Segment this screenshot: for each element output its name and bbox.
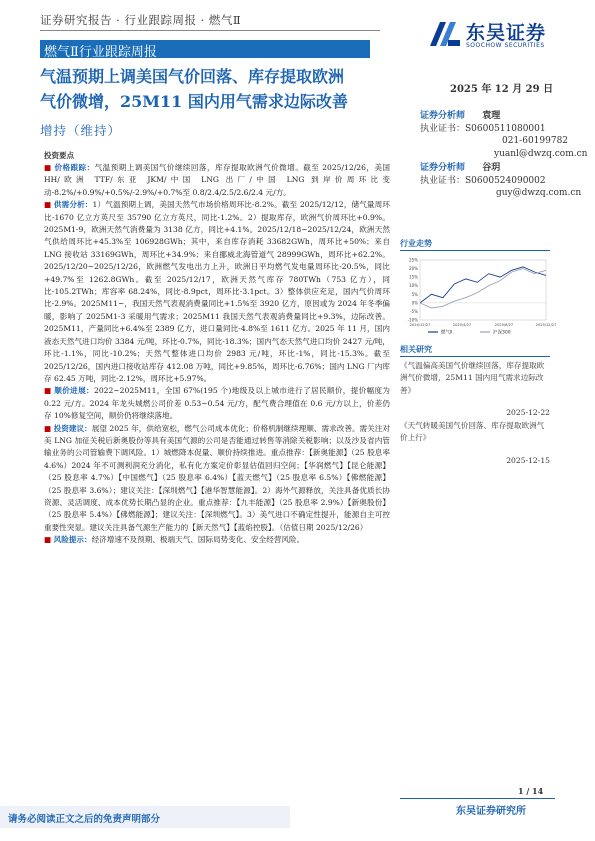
logo-mark-icon (428, 18, 462, 48)
analyst-cert: 执业证书：S0600511080001 (420, 123, 546, 134)
logo-text-cn: 东吴证券 (466, 22, 547, 44)
report-title (40, 64, 430, 114)
industry-trend-chart (400, 256, 557, 340)
y-tick-label: 10% (409, 283, 418, 289)
summary-item (44, 162, 390, 199)
summary-item-text: 2022~2025M11，全国 67%(195 个)地级及以上城市进行了居民顺价，提价幅度为 0.22 元/方。2024 年龙头城燃公司价差 0.53~0.54 元/方，配气费合理值在 0.6 元/方以上，价差仍存 10%修复空间，顺价仍将继续落地。 (44, 386, 391, 421)
related-divider (400, 356, 550, 357)
analyst-cert: 执业证书：S0600524090002 (420, 175, 546, 186)
related-item[interactable] (400, 360, 550, 420)
bullet-icon: ■ (44, 423, 52, 433)
series-line (420, 269, 546, 308)
analyst-card (420, 110, 587, 160)
related-item[interactable] (400, 420, 550, 467)
disclaimer-banner (0, 806, 290, 828)
trend-heading: 行业走势 (400, 238, 432, 248)
x-tick-label: 2025/8/27 (494, 323, 514, 327)
summary-item-head: 供需分析： (53, 200, 93, 210)
report-title-line1: 气温预期上调美国气价回落、库存提取欧洲 (40, 67, 345, 86)
disclaimer-text[interactable]: 请务必阅读正文之后的免责声明部分 (8, 814, 161, 825)
x-tick-label: 2025/12/27 (535, 323, 557, 327)
footer-firm: 东吴证券研究所 (456, 806, 526, 817)
summary-item (44, 199, 390, 385)
report-title-line2: 气价微增，25M11 国内用气需求边际改善 (40, 92, 348, 111)
analyst-card (420, 162, 581, 200)
related-item-date: 2025-12-22 (506, 408, 550, 418)
breadcrumb: 证券研究报告 · 行业跟踪周报 · 燃气Ⅱ (40, 13, 242, 27)
bullet-icon: ■ (44, 163, 52, 172)
summary-heading: 投资要点 (44, 151, 74, 160)
page-number: 1 / 14 (518, 786, 544, 796)
summary-item-head: 风险提示： (53, 535, 92, 545)
sector-banner-text: 燃气Ⅱ行业跟踪周报 (44, 45, 157, 60)
summary-item (44, 385, 390, 422)
bullet-icon: ■ (44, 200, 52, 210)
y-tick-label: 15% (409, 274, 418, 280)
y-tick-label: -5% (410, 308, 418, 314)
summary-item-head: 投资建议： (53, 423, 92, 433)
y-tick-label: 20% (409, 266, 418, 272)
analyst-phone: 021-60199782 (502, 136, 569, 146)
analyst-email[interactable]: yuanl@dwzq.com.cn (494, 148, 588, 159)
y-tick-label: 5% (411, 291, 418, 297)
summary-item-head: 价格跟踪： (54, 163, 95, 172)
y-tick-label: 0% (411, 300, 418, 306)
sector-banner (40, 40, 370, 58)
legend-label: 沪深300 (493, 330, 511, 336)
footer-divider (400, 798, 555, 799)
legend-label: 燃气Ⅱ (441, 330, 453, 336)
related-heading: 相关研究 (400, 344, 432, 354)
x-tick-label: 2024/12/27 (409, 323, 431, 327)
bullet-icon: ■ (44, 535, 52, 545)
header-divider (40, 30, 380, 31)
bullet-icon: ■ (44, 386, 52, 396)
rating: 增持（维持） (40, 123, 122, 138)
analyst-name: 谷玥 (482, 163, 501, 173)
summary-item-text: 气温预期上调美国气价继续回落，库存提取欧洲气价微增。截至 2025/12/26，美国 HH/欧洲 TTF/东亚 JKM/中国 LNG 出厂/中国 LNG 到岸价周环比变动-8.2%/+0.9%/+0.5%/-2.9%/+0.7%至 0.8/2.4/2.5/2.6/2.4 元/方。 (44, 163, 391, 197)
summary-item-head: 顺价进展： (54, 386, 94, 396)
y-tick-label: -10% (407, 317, 418, 323)
company-logo (428, 18, 558, 56)
analyst-name: 袁理 (482, 111, 501, 121)
summary-item (44, 534, 390, 546)
summary-item-text: 1）气温预期上调，美国天然气市场价格周环比-8.2%。截至 2025/12/12，储气量周环比-1670 亿立方英尺至 35790 亿立方英尺，同比-1.2%。2）提取库存，欧洲气价周环比+0.9%。2025M1-9，欧洲天然气消费量为 3138 亿方，同比+4.1%。2025/12/18~2025/12/24，欧洲天然气供给周环比+45.3%至 106928GWh；其中，来自库存消耗 33682GWh，周环比+50%；来自 LNG 接收站 33169GWh，周环比+34.9%；来自挪威北海管道气 28999GWh，周环比+62.2%。2025/12/20~2025/12/26，欧洲燃气发电出力上升，欧洲日平均燃气发电量周环比-20.5%，同比+49.7%至 1262.8GWh。截至 2025/12/17，欧洲天然气库存 780TWh（753 亿方），同比-105.2TWh；库容率 68.24%，同比-8.9pct，周环比-3.1pct。3）整体供应充足，国内气价周环比-2.9%。2025M11~，我国天然气表观消费量同比+1.5%至 3920 亿方，原因或为 2024 年冬季偏暖，影响了 2025M1-3 采暖用气需求；2025M11 我国天然气表观消费量同比+9.3%，边际改善。2025M11，产量同比+6.4%至 2389 亿方，进口量同比-4.8%至 1611 亿方。2025 年 11 月，国内液态天然气进口均价 3384 元/吨，环比-0.7%，同比-18.3%；国内气态天然气进口均价 2427 元/吨，环比-1.1%，同比-10.2%；天然气整体进口均价 2983 元/吨，环比-1%，同比-15.3%。截至 2025/12/26，国内进口接收站库存 412.08 万吨，同比+9.85%，周环比-6.76%；国内 LNG 厂内库存 62.45 万吨，同比-2.12%，周环比+5.97%。 (44, 200, 390, 383)
related-item-title[interactable]: 《天气转暖美国气价回落、库存提取欧洲气价上行》 (400, 421, 545, 443)
summary-item-text: 经济增速不及预期、极端天气、国际局势变化、安全经营风险。 (91, 535, 305, 545)
summary-item-text: 展望 2025 年，供给宽松，燃气公司成本优化；价格机制继续理顺、需求改善。需关注对美 LNG 加征关税后新奥股份等具有美国气源的公司是否能通过转售等消除关税影响；以及沙及省内管输业务的公司管输费下调风险。1）城燃降本促量、顺价持续推进。重点推荐：【新奥能源】（25 股息率 4.6%）2024 年不可测利润充分消化，私有化方案定价彰显估值回归空间；【华润燃气】【昆仑能源】（25 股息率 4.7%）【中国燃气】（25 股息率 6.4%）【蓝天燃气】（25 股息率 6.5%）【佛燃能源】（25 股息率 3.6%）；建议关注：【深圳燃气】【港华智慧能源】。2）海外气源释放，关注具备优质长协资源、灵活调度、成本优势长期凸显的企业。重点推荐：【九丰能源】（25 股息率 2.9%）【新奥股份】（25 股息率 5.4%）【佛燃能源】；建议关注：【深圳燃气】。3）美气进口不确定性提升，能源自主可控重要性突显。建议关注具备气源生产能力的【新天然气】【蓝焰控股】。（估值日期 2025/12/26） (44, 423, 390, 532)
analyst-email[interactable]: guy@dwzq.com.cn (496, 188, 582, 198)
trend-divider (400, 250, 550, 251)
summary-item (44, 423, 390, 535)
y-tick-label: 25% (409, 257, 418, 263)
series-line (420, 267, 546, 303)
related-item-date: 2025-12-15 (506, 455, 550, 465)
investment-summary (44, 162, 390, 547)
logo-text-en: SOOCHOW SECURITIES (466, 42, 545, 49)
x-tick-label: 2025/4/27 (452, 323, 472, 327)
related-item-title[interactable]: 《气温偏高美国气价继续回落，库存提取欧洲气价微增，25M11 国内用气需求边际改善》 (400, 361, 545, 395)
report-date: 2025 年 12 月 29 日 (450, 84, 554, 95)
analyst-role: 证券分析师 (420, 111, 466, 121)
analyst-role: 证券分析师 (420, 163, 466, 173)
